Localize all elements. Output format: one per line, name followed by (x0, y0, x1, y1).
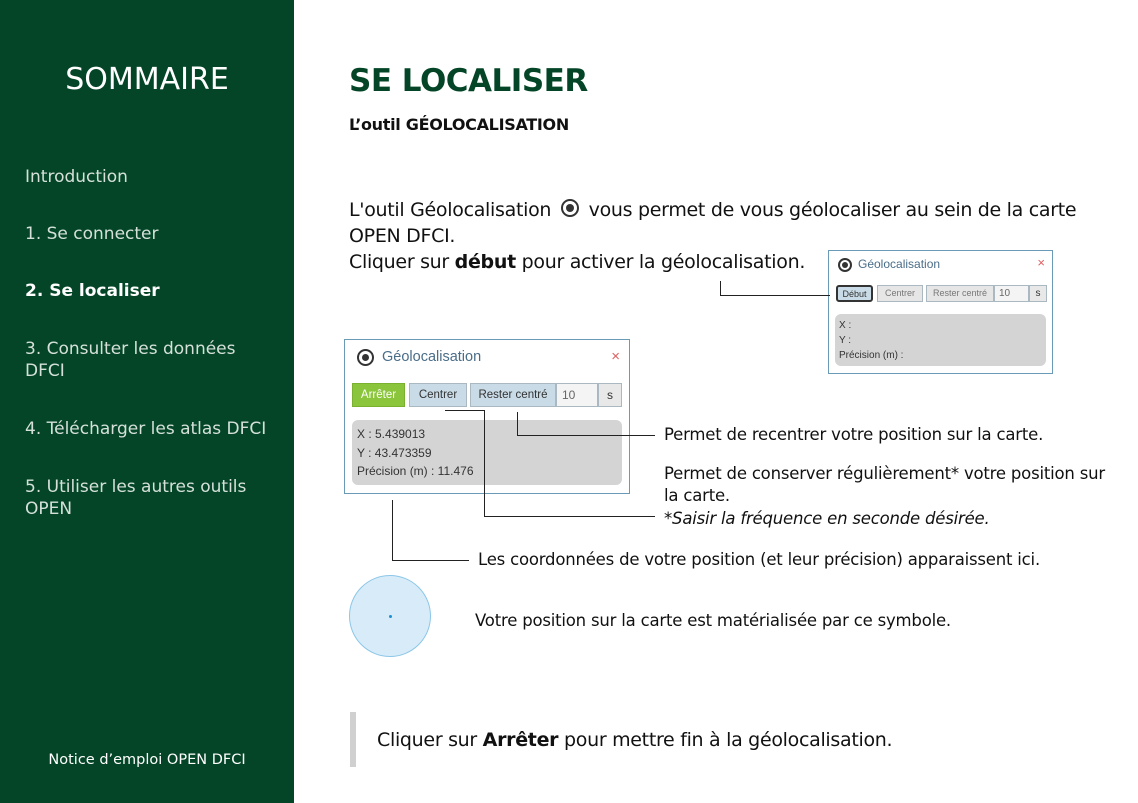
page-subtitle: L’outil GÉOLOCALISATION (349, 115, 569, 134)
center-button[interactable]: Centrer (877, 285, 923, 302)
connector-line (720, 295, 830, 296)
coord-x: X : (839, 320, 852, 331)
start-button[interactable]: Début (836, 285, 873, 302)
stop-prefix: Cliquer sur (377, 729, 483, 751)
keep-centered-button[interactable]: Rester centré (470, 383, 556, 407)
intro-text-end: vous permet de vous géolocaliser au sein de la carte OPEN DFCI. (349, 199, 1077, 247)
connector-line (392, 500, 393, 560)
center-button[interactable]: Centrer (409, 383, 467, 407)
click-start-paragraph (349, 249, 819, 275)
geolocation-panel-large (344, 339, 630, 494)
stop-bold: Arrêter (482, 729, 559, 751)
page-title: SE LOCALISER (349, 63, 588, 99)
connector-line (392, 560, 469, 561)
annotation-keep-note: *Saisir la fréquence en seconde désirée. (664, 509, 990, 528)
interval-unit: s (598, 383, 622, 407)
coord-y: Y : (839, 335, 852, 346)
annotation-coordinates: Les coordonnées de votre position (et leur précision) apparaissent ici. (478, 550, 1040, 569)
locate-icon (561, 199, 579, 217)
connector-line (517, 435, 655, 436)
interval-input[interactable]: 10 (556, 383, 598, 407)
keep-centered-button[interactable]: Rester centré (926, 285, 994, 302)
stop-suffix: pour mettre fin à la géolocalisation. (558, 729, 893, 751)
click-start-prefix: Cliquer sur (349, 251, 455, 273)
annotation-center: Permet de recentrer votre position sur la carte. (664, 425, 1044, 444)
coord-precision: Précision (m) : 11.476 (357, 464, 474, 478)
sidebar-item-locate[interactable]: 2. Se localiser (25, 281, 160, 301)
coordinates-box (352, 420, 622, 485)
panel-title: Géolocalisation (858, 257, 941, 271)
click-start-suffix: pour activer la géolocalisation. (515, 251, 806, 273)
intro-text-start: L'outil Géolocalisation (349, 199, 552, 221)
locate-icon (357, 349, 374, 366)
interval-input[interactable]: 10 (994, 285, 1029, 302)
click-start-bold: début (454, 251, 516, 273)
sidebar-item-download-atlas[interactable]: 4. Télécharger les atlas DFCI (25, 419, 267, 439)
close-icon[interactable]: × (611, 348, 620, 365)
geolocation-panel-small (828, 250, 1053, 374)
stop-paragraph (377, 727, 1077, 753)
locate-icon (838, 258, 852, 272)
connector-line (484, 516, 655, 517)
connector-line (720, 281, 721, 295)
sidebar-item-consult-data[interactable]: 3. Consulter les données DFCI (25, 339, 236, 381)
connector-line (484, 410, 485, 516)
sidebar-footer: Notice d’emploi OPEN DFCI (48, 752, 246, 768)
coordinates-box (835, 314, 1046, 366)
connector-line (517, 412, 518, 435)
stop-button[interactable]: Arrêter (352, 383, 405, 407)
sidebar (0, 0, 294, 803)
sidebar-item-introduction[interactable]: Introduction (25, 167, 128, 187)
coord-y: Y : 43.473359 (357, 445, 432, 460)
coord-precision: Précision (m) : (839, 350, 904, 361)
intro-paragraph (349, 197, 1109, 249)
panel-title: Géolocalisation (382, 349, 482, 365)
annotation-symbol: Votre position sur la carte est matérialisée par ce symbole. (475, 611, 951, 630)
coord-x: X : 5.439013 (357, 427, 426, 441)
callout-bar (350, 712, 356, 767)
close-icon[interactable]: × (1037, 255, 1045, 270)
interval-unit: s (1029, 285, 1047, 302)
sidebar-item-other-tools[interactable]: 5. Utiliser les autres outils OPEN (25, 477, 247, 519)
sidebar-item-connect[interactable]: 1. Se connecter (25, 224, 159, 244)
position-symbol-icon (349, 575, 431, 657)
annotation-keep-centered: Permet de conserver régulièrement* votre position sur la carte. (664, 464, 1105, 505)
connector-line (445, 410, 485, 411)
sidebar-title: SOMMAIRE (65, 62, 229, 97)
